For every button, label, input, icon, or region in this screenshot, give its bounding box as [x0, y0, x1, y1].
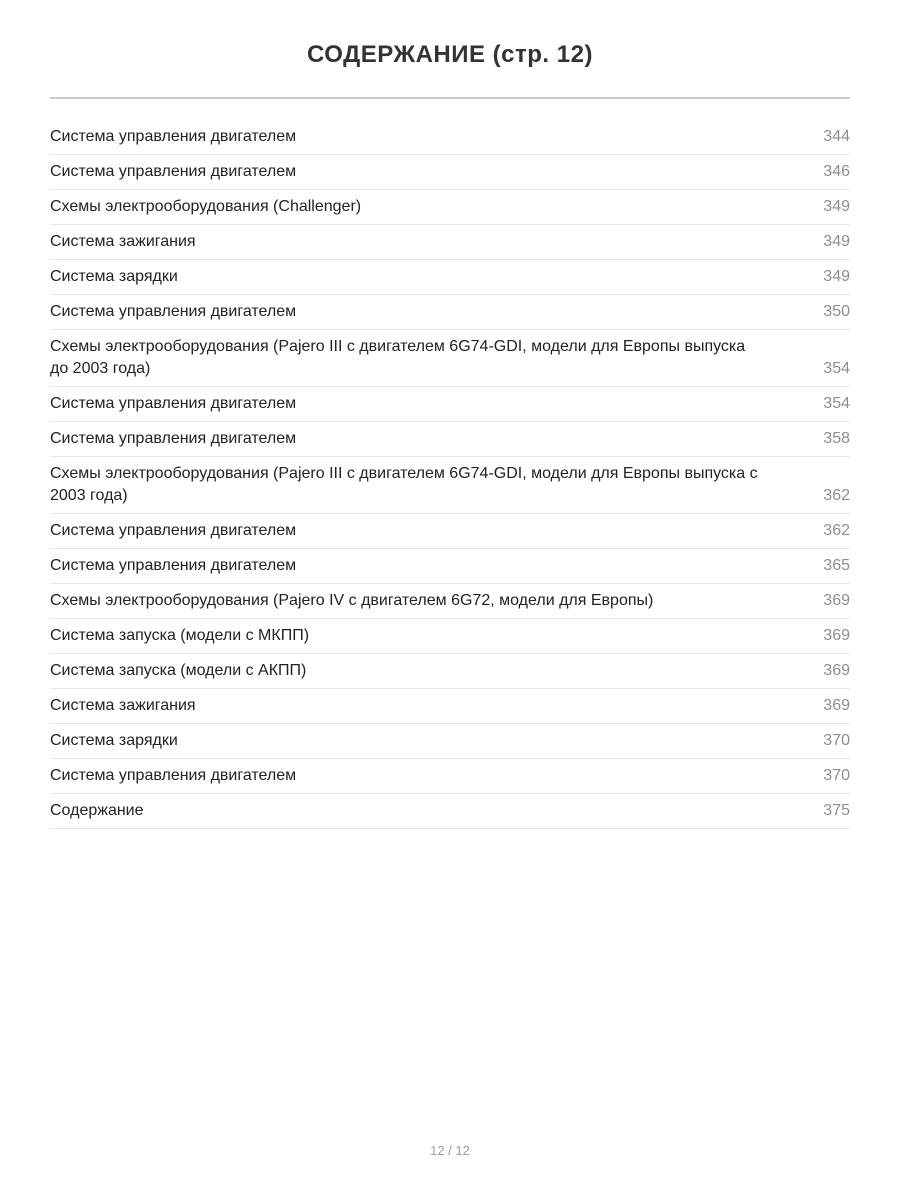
toc-entry-title: Система управления двигателем — [50, 163, 297, 180]
toc-entry-row — [50, 457, 850, 514]
toc-entry-page-number: 369 — [823, 592, 850, 609]
toc-entry-page-number: 358 — [823, 430, 850, 447]
toc-entry-row — [50, 387, 850, 422]
toc-entry-title: Система запуска (модели с АКПП) — [50, 662, 307, 679]
toc-entry-row — [50, 689, 850, 724]
toc-entry-title: Схемы электрооборудования (Pajero III с двигателем 6G74-GDI, модели для Европы выпуска до 2003 года) — [50, 338, 746, 377]
toc-entry-page-number: 369 — [823, 662, 850, 679]
toc-entry-page-number: 365 — [823, 557, 850, 574]
toc-list — [50, 120, 850, 829]
toc-entry-title: Система зажигания — [50, 233, 196, 250]
toc-entry-page-number: 349 — [823, 198, 850, 215]
toc-entry-row — [50, 514, 850, 549]
toc-entry-title: Система управления двигателем — [50, 522, 297, 539]
toc-entry-page-number: 369 — [823, 627, 850, 644]
toc-entry-row — [50, 120, 850, 155]
toc-entry-row — [50, 654, 850, 689]
toc-entry-row — [50, 330, 850, 387]
toc-entry-page-number: 370 — [823, 767, 850, 784]
toc-entry-page-number: 350 — [823, 303, 850, 320]
toc-entry-row — [50, 724, 850, 759]
toc-entry-title: Система управления двигателем — [50, 767, 297, 784]
toc-entry-title: Система управления двигателем — [50, 303, 297, 320]
toc-entry-page-number: 362 — [823, 522, 850, 539]
toc-entry-row — [50, 155, 850, 190]
toc-entry-title: Система запуска (модели с МКПП) — [50, 627, 310, 644]
toc-entry-page-number: 346 — [823, 163, 850, 180]
toc-entry-page-number: 375 — [823, 802, 850, 819]
toc-entry-row — [50, 422, 850, 457]
toc-entry-title: Система управления двигателем — [50, 128, 297, 145]
toc-entry-row — [50, 619, 850, 654]
toc-entry-title: Система зарядки — [50, 268, 178, 285]
toc-entry-row — [50, 794, 850, 829]
toc-entry-row — [50, 190, 850, 225]
title-divider — [50, 97, 850, 99]
toc-entry-title: Система управления двигателем — [50, 430, 297, 447]
toc-entry-row — [50, 225, 850, 260]
toc-entry-title: Схемы электрооборудования (Challenger) — [50, 198, 362, 215]
toc-entry-page-number: 362 — [823, 487, 850, 504]
toc-entry-title: Содержание — [50, 802, 144, 819]
toc-entry-row — [50, 260, 850, 295]
toc-entry-title: Схемы электрооборудования (Pajero III с двигателем 6G74-GDI, модели для Европы выпуска с 2003 года) — [50, 465, 758, 504]
page-number-indicator: 12 / 12 — [430, 1143, 470, 1158]
toc-entry-page-number: 369 — [823, 697, 850, 714]
toc-entry-page-number: 349 — [823, 268, 850, 285]
toc-entry-row — [50, 549, 850, 584]
toc-entry-page-number: 354 — [823, 395, 850, 412]
toc-entry-title: Схемы электрооборудования (Pajero IV с двигателем 6G72, модели для Европы) — [50, 592, 654, 609]
toc-entry-page-number: 344 — [823, 128, 850, 145]
toc-entry-row — [50, 584, 850, 619]
toc-entry-title: Система зажигания — [50, 697, 196, 714]
toc-entry-page-number: 354 — [823, 360, 850, 377]
toc-entry-title: Система управления двигателем — [50, 557, 297, 574]
toc-entry-row — [50, 759, 850, 794]
toc-entry-page-number: 349 — [823, 233, 850, 250]
page-title: СОДЕРЖАНИЕ (стр. 12) — [307, 41, 593, 68]
toc-entry-title: Система управления двигателем — [50, 395, 297, 412]
toc-entry-title: Система зарядки — [50, 732, 178, 749]
toc-entry-page-number: 370 — [823, 732, 850, 749]
toc-entry-row — [50, 295, 850, 330]
